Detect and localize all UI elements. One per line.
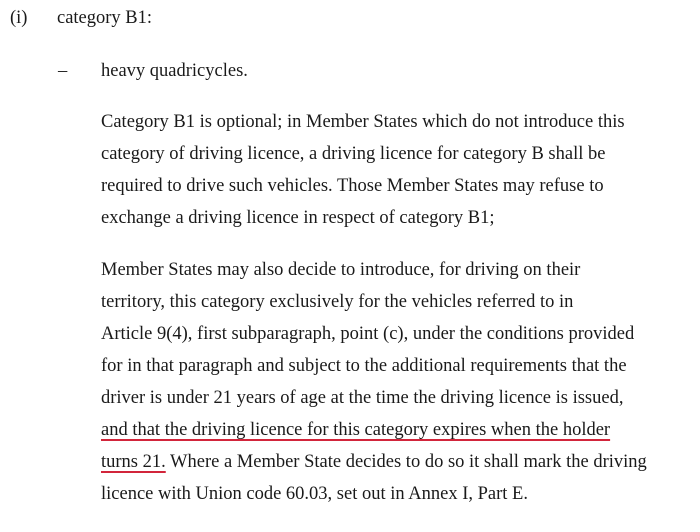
- red-underline-highlight: turns 21.: [101, 452, 166, 472]
- point-heading: category B1:: [57, 8, 153, 28]
- text-line: required to drive such vehicles. Those Member States may refuse to: [101, 176, 604, 196]
- text-line-rest: Where a Member State decides to do so it shall mark the driving: [165, 452, 647, 472]
- paragraph-category-b1-optional: [101, 106, 691, 234]
- text-line: Member States may also decide to introduce, for driving on their: [101, 260, 581, 280]
- paragraph-member-states-may-introduce: [101, 254, 691, 510]
- text-line: [101, 446, 691, 478]
- text-line-highlighted: [101, 414, 691, 446]
- point-marker: (i): [10, 8, 28, 28]
- list-dash: –: [58, 61, 68, 81]
- text-line: territory, this category exclusively for the vehicles referred to in: [101, 292, 574, 312]
- text-line: licence with Union code 60.03, set out in Annex I, Part E.: [101, 484, 528, 504]
- text-line: Article 9(4), first subparagraph, point (c), under the conditions provided: [101, 324, 635, 344]
- text-line: category of driving licence, a driving licence for category B shall be: [101, 144, 606, 164]
- text-line: for in that paragraph and subject to the additional requirements that the: [101, 356, 627, 376]
- list-item-text: heavy quadricycles.: [101, 61, 248, 81]
- text-line: driver is under 21 years of age at the time the driving licence is issued,: [101, 388, 624, 408]
- text-line: Category B1 is optional; in Member States which do not introduce this: [101, 112, 625, 132]
- text-line: exchange a driving licence in respect of category B1;: [101, 208, 495, 228]
- red-underline-highlight: and that the driving licence for this category expires when the holder: [101, 420, 611, 440]
